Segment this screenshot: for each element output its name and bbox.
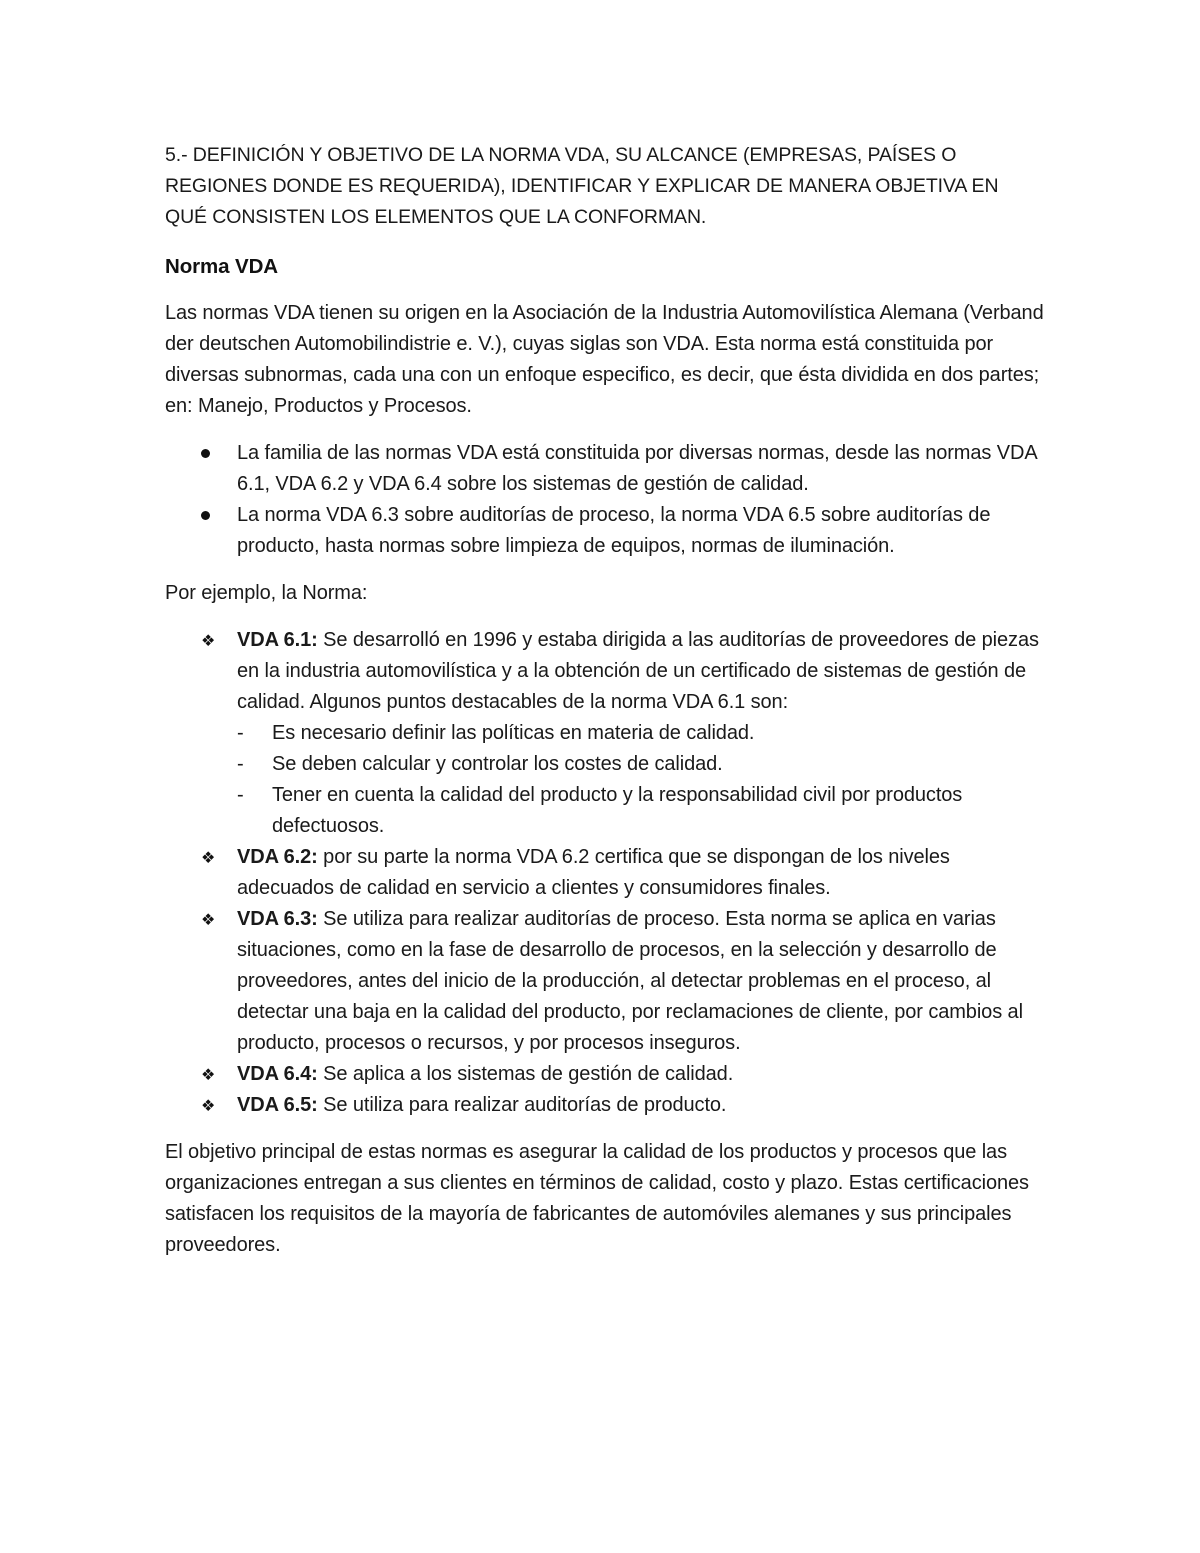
diamond-bullet-icon: ❖ (201, 848, 216, 867)
vda-item-text: por su parte la norma VDA 6.2 certifica que se dispongan de los niveles adecuados de calidad en servicio a clientes y consumidores finales. (237, 846, 950, 899)
bullet-dot-icon (201, 449, 210, 458)
vda-item-text: Se aplica a los sistemas de gestión de calidad. (317, 1063, 734, 1085)
diamond-bullet-icon: ❖ (201, 631, 216, 650)
dash-item (237, 749, 1045, 780)
diamond-bullet-icon: ❖ (201, 910, 216, 929)
dash-bullet-icon: - (237, 722, 244, 744)
dash-item-text: Tener en cuenta la calidad del producto y la responsabilidad civil por productos defectuosos. (272, 784, 963, 837)
diamond-bullet-icon: ❖ (201, 1096, 216, 1115)
dash-item (237, 718, 1045, 749)
vda-item-6-1 (165, 625, 1045, 842)
vda-item-label: VDA 6.2: (237, 846, 318, 868)
vda-item-6-5 (165, 1090, 1045, 1121)
diamond-bullet-icon: ❖ (201, 1065, 216, 1084)
vda-item-text: Se desarrolló en 1996 y estaba dirigida a las auditorías de proveedores de piezas en la industria automovilística y a la obtención de un certificado de sistemas de gestión de calidad. Algunos puntos destacables de la norma VDA 6.1 son: (237, 629, 1039, 713)
bullet-item (165, 438, 1045, 500)
vda-standards-list (165, 625, 1045, 1121)
bullet-item (165, 500, 1045, 562)
vda-6-1-points-list (237, 718, 1045, 842)
vda-item-label: VDA 6.5: (237, 1094, 318, 1116)
dash-item-text: Es necesario definir las políticas en materia de calidad. (272, 722, 755, 744)
vda-item-6-2 (165, 842, 1045, 904)
dash-item-text: Se deben calcular y controlar los costes de calidad. (272, 753, 723, 775)
vda-item-text: Se utiliza para realizar auditorías de proceso. Esta norma se aplica en varias situaciones, como en la fase de desarrollo de procesos, en la selección y desarrollo de proveedores, antes del inicio de la producción, al detectar problemas en el proceso, al detectar una baja en la calidad del producto, por reclamaciones de cliente, por cambios al producto, procesos o recursos, y por procesos inseguros. (237, 908, 1023, 1054)
vda-item-label: VDA 6.1: (237, 629, 318, 651)
document-heading: 5.- DEFINICIÓN Y OBJETIVO DE LA NORMA VDA, SU ALCANCE (EMPRESAS, PAÍSES O REGIONES DONDE ES REQUERIDA), IDENTIFICAR Y EXPLICAR DE MANERA OBJETIVA EN QUÉ CONSISTEN LOS ELEMENTOS QUE LA CONFORMAN. (165, 144, 999, 228)
dash-item (237, 780, 1045, 842)
vda-item-6-4 (165, 1059, 1045, 1090)
bullet-text: La familia de las normas VDA está constituida por diversas normas, desde las normas VDA 6.1, VDA 6.2 y VDA 6.4 sobre los sistemas de gestión de calidad. (237, 442, 1037, 495)
vda-item-text: Se utiliza para realizar auditorías de producto. (317, 1094, 727, 1116)
bullet-dot-icon (201, 511, 210, 520)
section-title: Norma VDA (165, 255, 279, 278)
bullet-list (165, 438, 1045, 562)
vda-item-label: VDA 6.4: (237, 1063, 318, 1085)
vda-item-6-3 (165, 904, 1045, 1059)
bullet-text: La norma VDA 6.3 sobre auditorías de proceso, la norma VDA 6.5 sobre auditorías de producto, hasta normas sobre limpieza de equipos, normas de iluminación. (237, 504, 991, 557)
conclusion-paragraph: El objetivo principal de estas normas es asegurar la calidad de los productos y procesos que las organizaciones entregan a sus clientes en términos de calidad, costo y plazo. Estas certificaciones satisfacen los requisitos de la mayoría de fabricantes de automóviles alemanes y sus principales proveedores. (165, 1141, 1029, 1256)
dash-bullet-icon: - (237, 753, 244, 775)
vda-item-label: VDA 6.3: (237, 908, 318, 930)
intro-paragraph: Las normas VDA tienen su origen en la Asociación de la Industria Automovilística Alemana (Verband der deutschen Automobilindistrie e. V.), cuyas siglas son VDA. Esta norma está constituida por diversas subnormas, cada una con un enfoque especifico, es decir, que ésta dividida en dos partes; en: Manejo, Productos y Procesos. (165, 302, 1044, 417)
dash-bullet-icon: - (237, 784, 244, 806)
document-page (165, 140, 1045, 1277)
example-intro: Por ejemplo, la Norma: (165, 582, 368, 604)
